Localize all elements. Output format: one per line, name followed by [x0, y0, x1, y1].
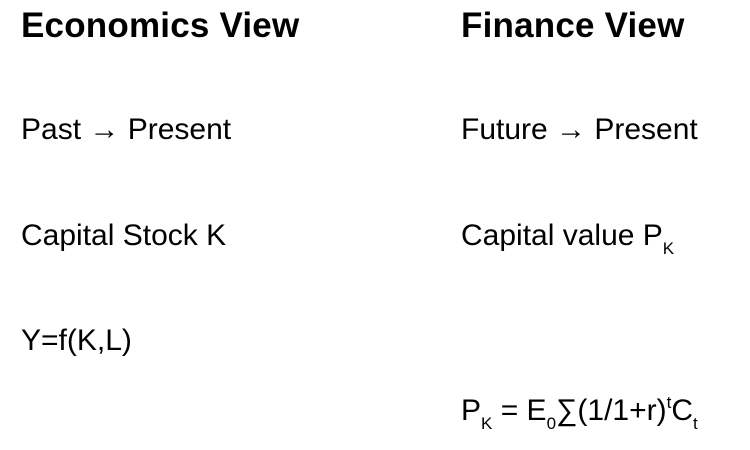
formula-p-subscript: K [481, 414, 493, 433]
formula-sum-discount: ∑(1/1+r) [556, 394, 667, 427]
formula-c-subscript: t [693, 414, 698, 433]
formula-equals-e: = E [492, 394, 547, 427]
economics-time-direction: Past → Present [21, 113, 232, 146]
capital-value-text: Capital value P [461, 219, 663, 252]
formula-e-subscript: 0 [546, 414, 557, 433]
finance-view-heading: Finance View [461, 6, 685, 45]
formula-c: C [671, 394, 694, 427]
economics-capital-stock: Capital Stock K [21, 219, 227, 252]
finance-view-column [461, 0, 746, 450]
economics-view-column [21, 0, 441, 450]
formula-exponent: t [666, 393, 672, 412]
economics-view-heading: Economics View [21, 6, 300, 45]
production-function: Y=f(K,L) [21, 324, 132, 357]
formula-p: P [461, 394, 482, 427]
finance-time-direction: Future → Present [461, 113, 698, 146]
capital-value-formula [461, 393, 698, 433]
finance-capital-value [461, 218, 675, 258]
capital-value-subscript: K [662, 239, 675, 258]
